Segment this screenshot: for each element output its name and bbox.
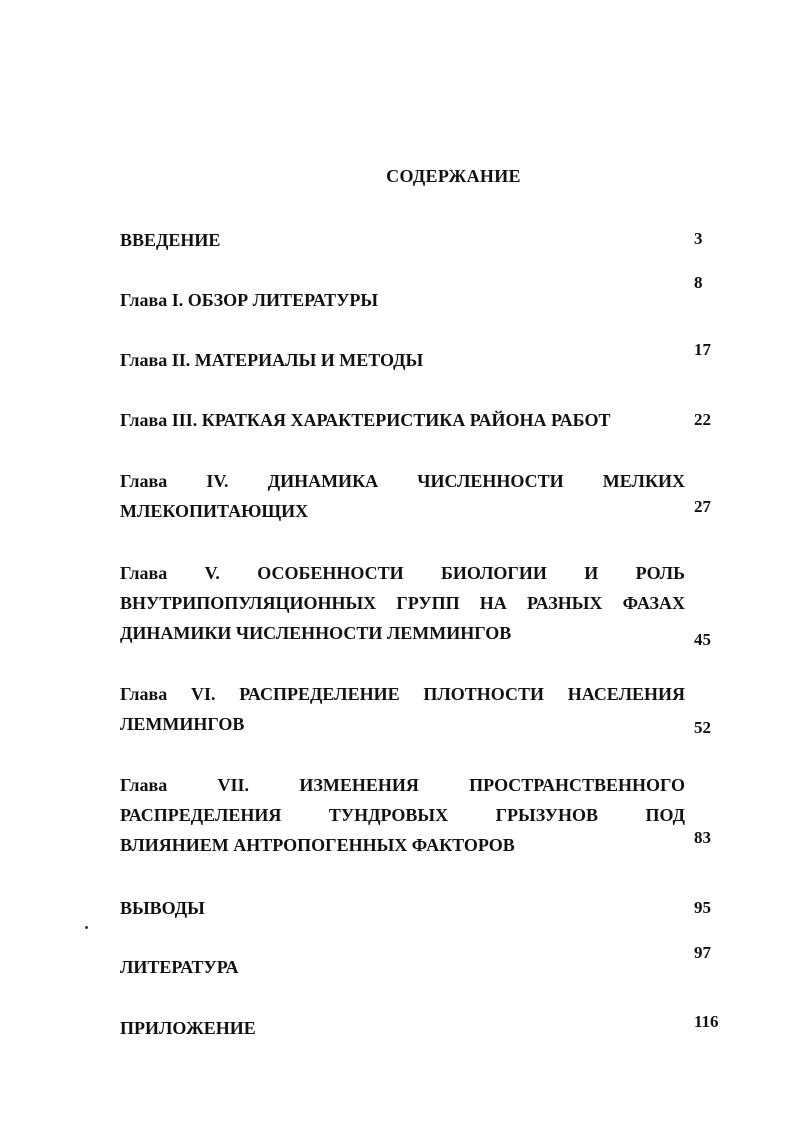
toc-chapter-label: Глава III.	[120, 410, 198, 430]
toc-entry-chapter-1	[120, 285, 685, 315]
toc-entry-title-line: Глава VI. РАСПРЕДЕЛЕНИЕ ПЛОТНОСТИ НАСЕЛЕНИЯ	[120, 684, 685, 704]
toc-page-number: 3	[694, 229, 703, 248]
toc-entry-title-line: Глава IV. ДИНАМИКА ЧИСЛЕННОСТИ МЕЛКИХ	[120, 471, 685, 491]
toc-entry-chapter-5	[120, 558, 685, 648]
toc-entry-title: ВЫВОДЫ	[120, 898, 205, 918]
toc-page-number: 17	[694, 340, 711, 359]
toc-entry-title-line: РАСПРЕДЕЛЕНИЯ ТУНДРОВЫХ ГРЫЗУНОВ ПОД	[120, 805, 685, 825]
toc-entry-chapter-2	[120, 345, 685, 375]
toc-page-number: 116	[694, 1012, 719, 1031]
toc-entry-title-line: Глава VII. ИЗМЕНЕНИЯ ПРОСТРАНСТВЕННОГО	[120, 775, 686, 795]
toc-page-number: 8	[694, 273, 703, 292]
toc-chapter-label: Глава VI.	[120, 684, 216, 704]
toc-entry-literature	[120, 952, 685, 982]
toc-entry-introduction	[120, 225, 685, 255]
toc-entry-title-line: Глава V. ОСОБЕННОСТИ БИОЛОГИИ И РОЛЬ	[120, 563, 685, 583]
toc-page-number: 97	[694, 943, 711, 962]
toc-page-number: 52	[694, 718, 711, 737]
toc-chapter-label: Глава V.	[120, 563, 220, 583]
toc-entry-chapter-7	[120, 770, 685, 860]
toc-entry-title: Глава I. ОБЗОР ЛИТЕРАТУРЫ	[120, 290, 379, 310]
scan-speck	[85, 926, 88, 929]
toc-chapter-label: Глава II.	[120, 350, 191, 370]
page-title: СОДЕРЖАНИЕ	[386, 166, 521, 186]
toc-entry-appendix	[120, 1013, 685, 1043]
toc-page-number: 83	[694, 828, 711, 847]
toc-page-number: 27	[694, 497, 711, 516]
toc-entry-chapter-3	[120, 405, 685, 435]
toc-entry-chapter-6	[120, 679, 685, 739]
toc-entry-title: ВВЕДЕНИЕ	[120, 230, 221, 250]
toc-entry-conclusions	[120, 893, 685, 923]
toc-page-number: 45	[694, 630, 711, 649]
toc-entry-title: ЛИТЕРАТУРА	[120, 957, 239, 977]
toc-chapter-label: Глава VII.	[120, 775, 250, 795]
toc-entry-chapter-4	[120, 466, 685, 526]
toc-entry-title-line: МЛЕКОПИТАЮЩИХ	[120, 501, 309, 521]
toc-page-number: 95	[694, 898, 711, 917]
toc-entry-title: ПРИЛОЖЕНИЕ	[120, 1018, 256, 1038]
toc-entry-title: Глава III. КРАТКАЯ ХАРАКТЕРИСТИКА РАЙОНА РАБОТ	[120, 410, 611, 430]
toc-entry-title-line: ВНУТРИПОПУЛЯЦИОННЫХ ГРУПП НА РАЗНЫХ ФАЗАХ	[120, 593, 685, 613]
toc-chapter-label: Глава IV.	[120, 471, 229, 491]
toc-entry-title: Глава II. МАТЕРИАЛЫ И МЕТОДЫ	[120, 350, 424, 370]
toc-page-number: 22	[694, 410, 711, 429]
toc-entry-title-line: ДИНАМИКИ ЧИСЛЕННОСТИ ЛЕММИНГОВ	[120, 623, 512, 643]
toc-entry-title-line: ЛЕММИНГОВ	[120, 714, 245, 734]
toc-entry-title-line: ВЛИЯНИЕМ АНТРОПОГЕННЫХ ФАКТОРОВ	[120, 835, 515, 855]
toc-chapter-label: Глава I.	[120, 290, 184, 310]
